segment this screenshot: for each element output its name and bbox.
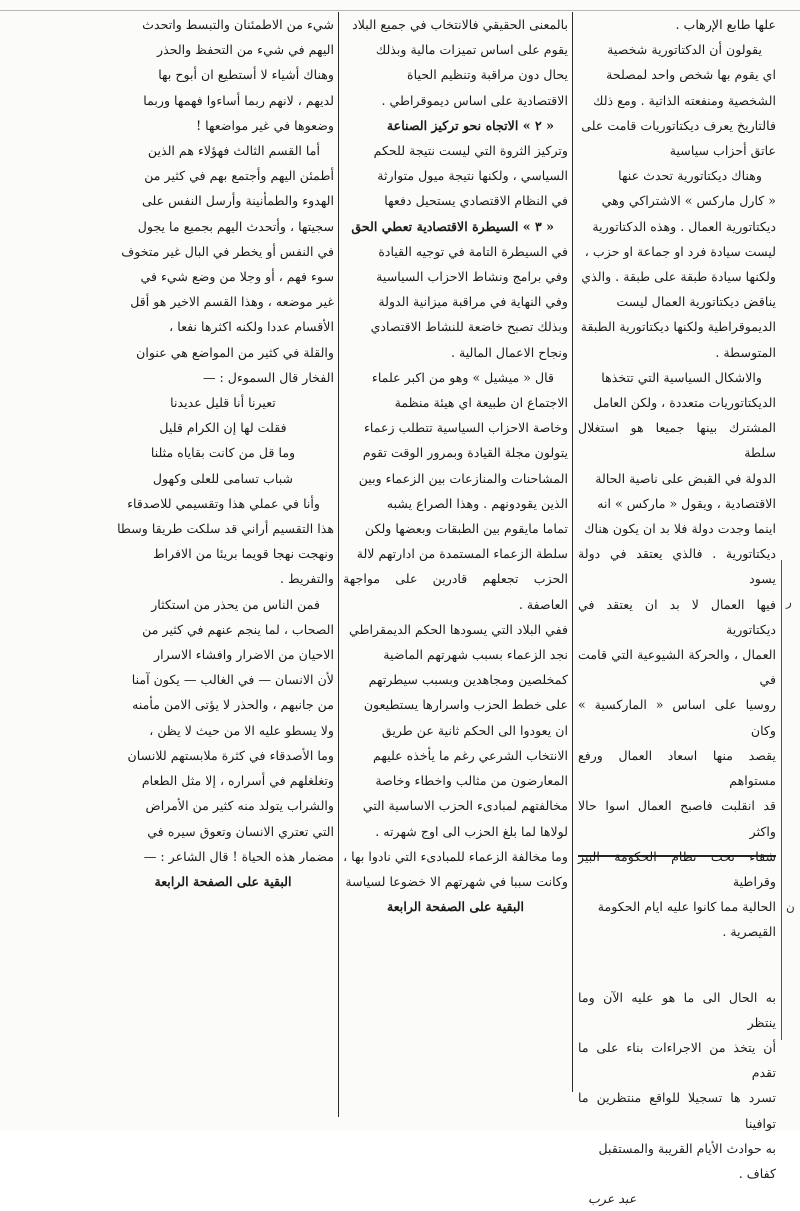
continued-note: البقية على الصفحة الرابعة	[386, 899, 525, 915]
text-line: ففي البلاد التي يسودها الحكم الديمقراطي	[348, 621, 568, 637]
text-line: « ٣ » السيطرة الاقتصادية تعطي الحق	[351, 218, 554, 234]
text-line: الذين يقودونهم . وهذا الصراع يشبه	[386, 495, 568, 511]
text-line: المشاحنات والمنازعات بين الزعماء وبين	[358, 470, 568, 486]
text-line: والقلة في كثير من المواضع هي عنوان	[136, 344, 334, 360]
text-line: ديكتاتورية . فالذي يعتقد في دولة يسود	[578, 546, 776, 587]
text-line: وهناك أشياء لا أستطيع ان أبوح بها	[158, 67, 334, 83]
text-line: بالمعنى الحقيقي فالانتخاب في جميع البلاد	[352, 17, 568, 32]
text-line: وضعوها في غير مواضعها !	[196, 117, 334, 133]
text-line: من جانبهم ، والحذر لا يؤتى الامن مأمنه	[132, 697, 334, 713]
text-line: وهناك ديكتاتورية تحدث عنها	[618, 168, 762, 184]
text-line: ديكتاتورية العمال . وهذه الدكتاتورية	[592, 218, 776, 234]
text-line: المتوسطة .	[715, 344, 776, 360]
text-line: الاقتصادية على اساس ديموقراطي .	[381, 92, 568, 108]
text-line: والاشكال السياسية التي تتخذها	[601, 369, 762, 385]
text-line: يقصد منها اسعاد العمال ورفع مستواهم	[578, 747, 776, 789]
text-line: ولكنها سيادة طبقة على طبقة . والذي	[581, 269, 776, 285]
text-line: سوء فهم ، أو وجلا من وضع شيء في	[140, 269, 334, 285]
text-line: والشراب يتولد منه كثير من الأمراض	[145, 798, 334, 814]
text-line: وما مخالفة الزعماء للمبادىء التي نادوا بها ،	[343, 848, 568, 864]
text-line: فمن الناس من يحذر من استكثار	[151, 596, 320, 612]
text-line: في السيطرة التامة في توجيه القيادة	[378, 243, 568, 259]
text-line: نجد الزعماء بسبب شهرتهم الماضية	[383, 647, 568, 663]
verse-line: تعيرنا أنا قليل عديدنا	[170, 395, 276, 411]
margin-rule	[781, 560, 782, 1040]
text-line: لأن الانسان — في الغالب — يكون آمنا	[131, 672, 334, 688]
text-line: لديهم ، لانهم ربما أساءوا فهمها وربما	[143, 92, 334, 108]
text-line: المعارضون من مثالب واخطاء وخاصة	[375, 773, 568, 789]
text-line: شيء من الاطمئنان والتبسط واتحدث	[142, 17, 334, 32]
text-line: به الحال الى ما هو عليه الآن وما ينتظر	[578, 989, 776, 1030]
text-line: يتولون مجلة القيادة وبمرور الوقت تقوم	[362, 445, 568, 461]
text-line: وكانت سببا في شهرتهم الا خضوعا لسياسة	[345, 873, 568, 889]
text-line: والتفريط .	[279, 571, 334, 587]
verse-line: وما قل من كانت بقاياه مثلنا	[150, 445, 296, 461]
text-line: وفي برامج ونشاط الاحزاب السياسية	[376, 269, 568, 285]
column-right	[578, 12, 776, 1207]
text-line: علها طابع الإرهاب .	[675, 17, 776, 32]
text-line: وخاصة الاحزاب السياسية تتطلب زعماء	[363, 420, 568, 436]
text-line: الاقتصادية ، ويقول « ماركس » انه	[597, 495, 776, 511]
text-line: يقولون أن الدكتاتورية شخصية	[607, 42, 762, 58]
text-line: سجيتها ، وأتحدث اليهم بجميع ما يجول	[137, 218, 334, 234]
column-left	[112, 12, 334, 1122]
text-line: هذا التقسيم أراني قد سلكت طريقا وسطا	[117, 521, 334, 537]
text-line: عاتق أحزاب سياسية	[669, 143, 776, 159]
text-line: اينما وجدت دولة فلا بد ان يكون هناك	[584, 521, 776, 537]
verse-line: فقلت لها إن الكرام قليل	[159, 420, 287, 436]
text-line: وبذلك تصبح خاضعة للنشاط الاقتصادي	[370, 319, 568, 335]
column-middle	[343, 12, 568, 1122]
text-line: أطمئن اليهم وأجتمع بهم في كثير من	[144, 168, 334, 184]
text-line: الصحاب ، لما ينجم عنهم في كثير من	[142, 621, 334, 637]
text-line: في النظام الاقتصادي يستحيل دفعها	[384, 193, 568, 209]
text-line: الاحيان من الاضرار وافشاء الاسرار	[154, 647, 334, 663]
text-line: السياسي ، ولكنها نتيجة ميول متوارثة	[377, 168, 568, 184]
text-line: ان يعودوا الى الحكم ثانية عن طريق	[381, 722, 568, 738]
text-line: وما الأصدقاء في كثرة ملابستهم للانسان	[127, 747, 334, 763]
text-line: وتركيز الثروة التي ليست نتيجة للحكم	[373, 143, 568, 159]
text-line: مخالفتهم لمبادىء الحزب الاساسية التي	[362, 798, 568, 814]
text-line: الفخار قال السموءل : —	[202, 369, 334, 385]
text-line: كفاف .	[738, 1165, 776, 1181]
text-line: سلطة الزعماء المستمدة من ادارتهم لالة	[356, 546, 568, 562]
text-line: الانتخاب الشرعي رغم ما يأخذه عليهم	[373, 747, 568, 763]
text-line: فالتاريخ يعرف ديكتاتوريات قامت على	[581, 117, 776, 133]
text-line: « كارل ماركس » الاشتراكي وهي	[601, 193, 776, 209]
text-line: روسيا على اساس « الماركسية » وكان	[578, 697, 776, 738]
continued-note: البقية على الصفحة الرابعة	[154, 873, 292, 889]
text-line: الحالية مما كانوا عليه ايام الحكومة	[597, 899, 776, 915]
text-line: « ٢ » الاتجاه نحو تركيز الصناعة	[386, 117, 554, 133]
text-line: شقاء تحت نظام الحكومة البير وقراطية	[578, 848, 776, 889]
text-line: تماما مايقوم بين الطبقات وبعضها ولكن	[364, 521, 568, 537]
text-line: قال « ميشيل » وهو من اكبر علماء	[371, 369, 554, 385]
text-line: به حوادث الأيام القريبة والمستقبل	[598, 1140, 776, 1156]
text-line: يحال دون مراقبة وتنظيم الحياة	[407, 67, 568, 83]
text-line: أن يتخذ من الاجراءات بناء على ما تقدم	[578, 1039, 776, 1081]
text-line: المشترك بينها جميعا هو استغلال سلطة	[578, 420, 776, 461]
text-line: الأقسام عددا ولكنه اكثرها نفعا ،	[169, 319, 334, 335]
spacer	[578, 945, 776, 985]
text-line: غير موضعه ، وهذا القسم الاخير هو أقل	[130, 294, 334, 310]
text-line: فيها العمال لا بد ان يعتقد في ديكتاتورية	[578, 596, 776, 637]
text-line: وفي النهاية في مراقبة ميزانية الدولة	[378, 294, 568, 310]
margin-fragment: ر	[786, 595, 792, 609]
text-line: قد انقلبت فاصبح العمال اسوا حالا واكثر	[578, 798, 776, 839]
text-line: في النفس أو يخطر في البال غير متخوف	[121, 243, 334, 259]
text-line: كمخلصين ومجاهدين وبسبب سيطرتهم	[368, 672, 568, 688]
text-line: يقوم على اساس تميزات مالية وبذلك	[375, 42, 568, 58]
text-line: اي يقوم بها شخص واحد لمصلحة	[606, 67, 776, 83]
text-line: اليهم في شيء من التحفظ والحذر	[157, 42, 334, 58]
text-line: التي تعتري الانسان وتعوق سيره في	[147, 823, 334, 839]
text-line: أما القسم الثالث فهؤلاء هم الذين	[147, 143, 320, 159]
text-line: ونجاح الاعمال المالية .	[450, 344, 568, 360]
margin-fragment: ن	[786, 900, 795, 914]
verse-line: شباب تسامى للعلى وكهول	[152, 470, 294, 486]
text-line: الهدوء والطمأنينة وأرسل النفس على	[142, 193, 334, 209]
text-line: الاجتماع ان طبيعة اي هيئة منظمة	[394, 395, 568, 411]
text-line: مضمار هذه الحياة ! قال الشاعر : —	[143, 848, 334, 864]
top-cut-strip	[0, 0, 800, 11]
text-line: الشخصية ومنفعته الذاتية . ومع ذلك	[593, 92, 776, 108]
text-line: العمال ، والحركة الشيوعية التي قامت في	[578, 647, 776, 688]
column-divider-left	[338, 12, 339, 1117]
column-divider-right	[572, 12, 573, 1092]
signature: عبد عرب	[588, 1191, 637, 1207]
text-line: الديموقراطية ولكنها ديكتاتورية الطبقة	[580, 319, 776, 335]
text-line: وأنا في عملي هذا وتقسيمي للاصدقاء	[127, 495, 320, 511]
text-line: وتغلغلهم في أسراره ، إلا مثل الطعام	[141, 773, 334, 789]
text-line: ولا يسطو عليه الا من حيث لا يظن ،	[149, 722, 334, 738]
text-line: الحزب تجعلهم قادرين على مواجهة العاصفة .	[343, 571, 568, 612]
text-line: لولاها لما بلغ الحزب الى اوج شهرته .	[375, 823, 568, 839]
text-line: القيصرية .	[722, 924, 776, 940]
text-line: ونهجت نهجا قويما بريئا من الافراط	[152, 546, 334, 562]
text-line: على خطط الحزب واسرارها يستطيعون	[363, 697, 568, 713]
text-line: الدولة في القبض على ناصية الحالة	[595, 470, 776, 486]
text-line: ليست سيادة فرد او جماعة او حزب ،	[584, 243, 776, 259]
text-line: تسرد ها تسجيلا للواقع منتظرين ما توافينا	[578, 1090, 776, 1131]
text-line: الديكتاتوريات متعددة ، ولكن العامل	[593, 395, 776, 411]
text-line: يناقض ديكتاتورية العمال ليست	[616, 294, 776, 310]
